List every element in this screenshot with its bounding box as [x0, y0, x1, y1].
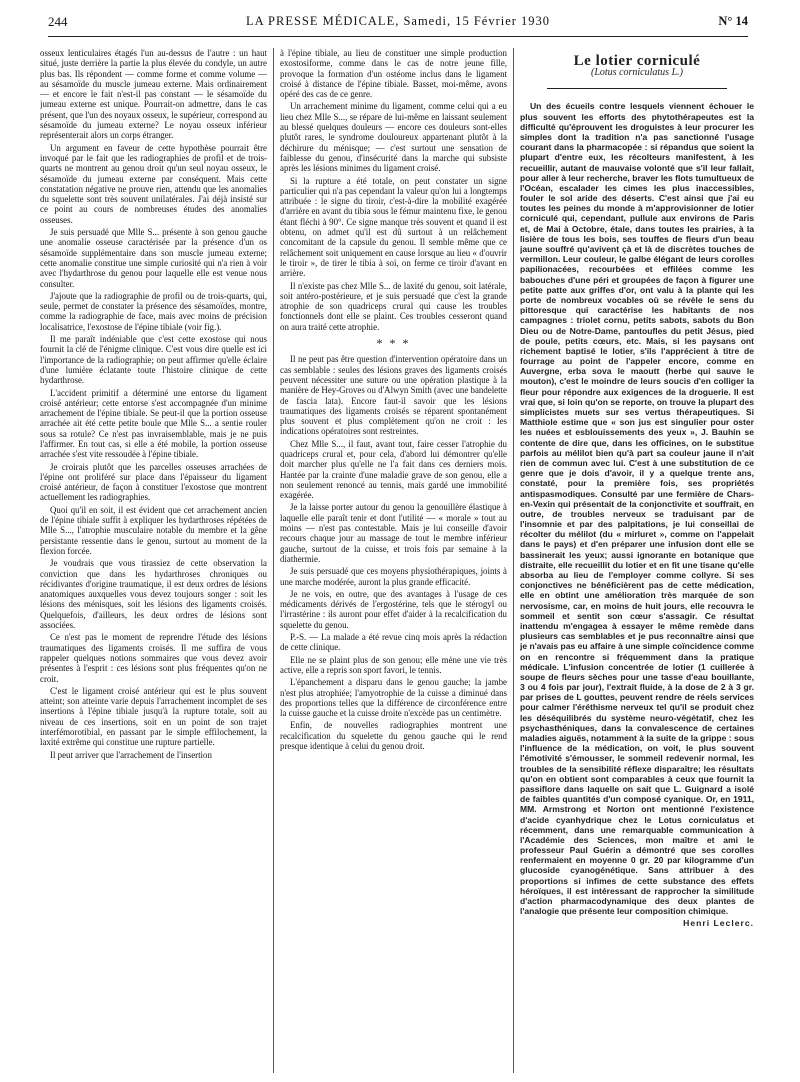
- paragraph: osseux lenticulaires étagés l'un au-dessus de l'autre : un haut situé, juste derrière la partie la plus élevée du condyle, un autre plus bas. Ils répondent — comme forme et comme volume — au sésamoïde du muscle jumeau externe. Mais ordinairement — et encore le fait n'est-il pas constant — le sésamoïde du jumeau externe est unique. Pourrait-on admettre, dans le cas présent, que l'un des noyaux osseux, le supérieur, correspond au sésamoïde du jumeau externe? Le noyau osseux inférieur représenterait alors un corps étranger.: [40, 48, 267, 141]
- paragraph: Quoi qu'il en soit, il est évident que cet arrachement ancien de l'épine tibiale suffit à expliquer les hydarthroses répétées de Mlle S..., l'atrophie musculaire notable du membre et la gêne persistante ressentie dans le genou, surtout au moment de la flexion forcée.: [40, 504, 267, 556]
- paragraph: Un arrachement minime du ligament, comme celui qui a eu lieu chez Mlle S..., se répare de lui-même en laissant seulement au blessé quelques douleurs — encore ces douleurs sont-elles plutôt rares, le syndrome douloureux appartenant plutôt à la déchirure du ménisque; — c'est surtout une sensation de faiblesse du genou, d'insécurité dans la marche qui subsiste après les lésions minimes du ligament croisé.: [280, 101, 507, 174]
- paragraph: Il me paraît indéniable que c'est cette exostose qui nous fournit la clé de l'énigme clinique. C'est vous dire quelle est ici l'importance de la radiographie; on peut affirmer qu'elle éclaire d'une lumière éclatante toute l'histoire clinique de cette hydarthrose.: [40, 334, 267, 386]
- paragraph: Ce n'est pas le moment de reprendre l'étude des lésions traumatiques des ligaments croisés. Il me suffira de vous rappeler quelques notions sommaires que vous devez avoir présentes à l'esprit : ces lésions sont plus fréquentes qu'on ne croit.: [40, 632, 267, 684]
- paragraph: L'accident primitif a déterminé une entorse du ligament croisé antérieur; cette entorse s'est accompagnée d'un minime arrachement de l'épine tibiale. Se peut-il que la portion osseuse arrachée ait été cette petite boule que Mlle S... a sentie rouler sous sa rotule? Ce n'est pas invraisemblable, mais je ne puis l'affirmer. En tout cas, si elle a été mobile, la portion osseuse arrachée s'est vite ressoudée à l'épine tibiale.: [40, 387, 267, 460]
- paragraph: Je croirais plutôt que les parcelles osseuses arrachées de l'épine ont proliféré sur place dans l'épaisseur du ligament croisé antérieur, de façon à constituer l'exostose que montrent actuellement les radiographies.: [40, 461, 267, 503]
- paragraph: Je suis persuadé que Mlle S... présente à son genou gauche une anomalie osseuse caractérisée par la présence d'un os sésamoïde supplémentaire dans son muscle jumeau externe; cette anomalie constitue une simple curiosité qui n'a rien à voir avec l'hydarthrose du genou pour laquelle elle est venue nous consulter.: [40, 227, 267, 289]
- column-divider: [513, 48, 514, 1073]
- column-right-feature: [520, 48, 754, 1078]
- feature-title: Le lotier corniculé: [573, 53, 701, 69]
- paragraph: Enfin, de nouvelles radiographies montrent une recalcification du squelette du genou gauche qui le rend presque identique à celui du genou droit.: [280, 720, 507, 751]
- paragraph: Il ne peut pas être question d'intervention opératoire dans un cas semblable : seules des lésions graves des ligaments croisés peuvent nécessiter une suture ou une opération plastique à la manière de Hey-Groves ou d'Alwyn Smith (avec une bandelette de fascia lata). Encore faut-il savoir que les lésions traumatiques des ligaments croisés se réparent spontanément plus souvent et plus complètement qu'on ne croit : les indications opératoires sont restreintes.: [280, 354, 507, 437]
- paragraph: P.-S. — La malade a été revue cinq mois après la rédaction de cette clinique.: [280, 632, 507, 653]
- paragraph: Je la laisse porter autour du genou la genouillère élastique à laquelle elle paraît tenir et dont l'utilité — « morale » tout au moins — n'est pas contestable. Mais je lui conseille d'avoir recours chaque jour au massage de tout le membre inférieur gauche, surtout de la cuisse, et trois fois par semaine à la diathermie.: [280, 502, 507, 564]
- paragraph: Elle ne se plaint plus de son genou; elle mène une vie très active, elle a repris son sport favori, le tennis.: [280, 654, 507, 675]
- column-divider: [273, 48, 274, 1073]
- section-separator: * * *: [376, 336, 411, 351]
- paragraph: Il n'existe pas chez Mlle S... de laxité du genou, soit latérale, soit antéro-postérieure, et je suis persuadé que c'est la grande atrophie de son quadriceps crural qui cause les troubles fonctionnels dont elle se plaint. Ces troubles cesseront quand on aura traité cette atrophie.: [280, 280, 507, 332]
- column-left: [40, 48, 267, 1078]
- feature-subtitle: (Lotus corniculatus L.): [591, 67, 683, 79]
- title-rule: [547, 88, 727, 89]
- paragraph: Un des écueils contre lesquels viennent échouer le plus souvent les efforts des phytothérapeutes est la difficulté qu'éprouvent les droguistes à leur procurer les simples dont la tradition n'a pas sanctionné l'usage courant dans la pharmacopée : si répandus que soient la plupart d'entre eux, les récolteurs manifestent, à les recueillir, autant de mauvaise volonté que s'il leur fallait, pour aller à leur recherche, braver les flots tumultueux de l'Océan, escalader les cimes les plus inaccessibles, fouler le sol aride des déserts. C'est ainsi que j'ai eu toutes les peines du monde à m'approvisionner de lotier corniculé qui, cependant, pullule aux environs de Paris et, de Mai à Octobre, étale, dans toutes les prairies, à la lisière de tous les bois, ses touffes de fleurs d'un beau jaune souffré qu'avivent çà et là de discrètes touches de vermillon. Leur couleur, le galbe élégant de leurs corolles papilionacées, recourbées et effilées comme les babouches d'une péri et groupées de façon à figurer une petite patte aux griffes d'or, ont valu à la plante qui les porte de nombreux vocables où se révèle le sens du pittoresque qui caractérise les habitants de nos campagnes : triolet cornu, petits sabots, sabots du Bon Dieu ou de Notre-Dame, pantoufles du petit Jésus, pied de poule, petits cœurs, etc. Mais, si les paysans ont richement baptisé le lotier, s'ils l'apprécient à titre de fourrage au point de l'appeler encore, comme en Auvergne, erba sova le maoutt (herbe qui sauve le mouton), c'est le moindre de leurs soucis d'en colliger la fleur pour répondre aux exigences de la droguerie. Il est vrai que, si loin qu'on se reporte, on trouve la plupart des simplicistes muets sur ses vertus thérapeutiques. Si Matthiole estime que « son jus est singulier pour oster les nuées et esblouissements des yeux », J. Bauhin se contente de dire que, dans les officines, on le substitue parfois au mélilot bien qu'à part sa couleur jaune il n'ait rien de commun avec lui. C'est à une substitution de ce genre que je dois d'avoir, il y a quelque trente ans, constaté, pour la première fois, ses propriétés antispasmodiques. Consulté par une fermière de Chars-en-Vexin qui présentait de la conjonctivite et souffrait, en outre, de troubles nerveux se traduisant par de l'insomnie et par des palpitations, je lui conseillai de récolter du mélilot (du « mirluret », comme on l'appelait dans le pays) et d'en préparer une infusion dont elle se bassinerait les yeux; aussi ignorante en botanique que distraite, elle recueillit du lotier et en fit une tisane qu'elle absorba au lieu de l'employer comme collyre. Si ses conjonctives ne bénéficièrent pas de cette médication, elle en obtint une amélioration très marquée de son nervosisme, car, en moins de huit jours, elle recouvra le sommeil et sentit son cœur s'assagir. Ce résultat inattendu m'engagea à essayer le même remède dans plusieurs cas semblables et je pus reconnaître ainsi que je n'avais pas eu affaire à une simple coïncidence comme on en rencontre si fréquemment dans la pratique médicale. L'infusion concentrée de lotier (1 cuillerée à soupe de fleurs sèches pour une tasse d'eau bouillante, 3 ou 4 fois par jour), l'extrait fluide, à la dose de 2 à 3 gr. par prises de L gouttes, peuvent rendre de réels services pour calmer l'éréthisme nerveux tel qu'il se produit chez les déséquilibrés du système neuro-végétatif, chez les psychasthéniques, dans la convalescence de certaines maladies aiguës, notamment à la suite de la grippe : sous l'influence de la médication, on voit, le plus souvent l'émotivité s'émousser, le sommeil redevenir normal, les troubles de la sensibilité réflexe disparaître; les résultats qu'on en obtient sont comparables à ceux que fournit la passiflore dans laquelle on sait que L. Guignard a isolé de faibles quantités d'un composé cyanique. Or, en 1911, MM. Armstrong et Norton ont mentionné l'existence d'acide cyanhydrique chez le Lotus corniculatus et récemment, dans une remarquable communication à l'Académie des Sciences, mon maître et ami le professeur Paul Guérin a démontré que ses corolles renfermaient en moyenne 0 gr. 20 par kilogramme d'un glucoside cyanogénétique. Sans attribuer à des proportions si infimes de cette substance des effets héroïques, il est intéressant de rapprocher la similitude d'action pharmacodynamique des deux plantes de l'analogie que présente leur composition chimique.: [520, 101, 754, 917]
- paragraph: à l'épine tibiale, au lieu de constituer une simple production exostosiforme, comme dans le cas de notre jeune fille, provoque la formation d'un ostéome inclus dans le ligament croisé à distance de l'épine tibiale. Basset, moi-même, avons opéré des cas de ce genre.: [280, 48, 507, 100]
- paragraph: Je ne vois, en outre, que des avantages à l'usage de ces médicaments dérivés de l'ergostérine, tels que le stérogyl ou l'irrastérine : ils auront pour effet d'aider à la recalcification du squelette du genou.: [280, 588, 507, 630]
- paragraph: Chez Mlle S..., il faut, avant tout, faire cesser l'atrophie du quadriceps crural et, pour cela, d'abord lui démontrer qu'elle doit marcher plus qu'elle ne l'a fait dans ces derniers mois. Hantée par la crainte d'une maladie grave de son genou, elle a non seulement renoncé au tennis, mais gardé une immobilité exagérée.: [280, 438, 507, 501]
- paragraph: L'épanchement a disparu dans le genou gauche; la jambe n'est plus atrophiée; l'amyotrophie de la cuisse a diminué dans des proportions telles que la différence de circonférence entre la cuisse gauche et la cuisse droite n'excède pas un centimètre.: [280, 677, 507, 719]
- page-number: 244: [48, 14, 68, 29]
- paragraph: C'est le ligament croisé antérieur qui est le plus souvent atteint; son atteinte varie depuis l'arrachement incomplet de ses insertions à l'épine tibiale jusqu'à la rupture totale, soit au niveau de ces insertions, soit en un point de son trajet interfémorotibial, en passant par le simple effilochement, la laxité extrême qui constitue une rupture partielle.: [40, 685, 267, 748]
- column-middle: [280, 48, 507, 1078]
- paragraph: Il peut arriver que l'arrachement de l'insertion: [50, 749, 212, 760]
- issue-number: N° 14: [718, 14, 748, 28]
- paragraph: J'ajoute que la radiographie de profil ou de trois-quarts, qui, seule, permet de constater la présence des sésamoïdes, montre, comme la radiographie de face, mais avec moins de précision localisatrice, l'exostose de l'épine tibiale (voir fig.).: [40, 290, 267, 332]
- page-header: [48, 10, 748, 37]
- paragraph: Un argument en faveur de cette hypothèse pourrait être invoqué par le fait que les radiographies de profil et de trois-quarts ne montrent au genou droit qu'un seul noyau osseux, le sésamoïde du jumeau externe par conséquent. Mais cette constatation négative ne prouve rien, attendu que les anomalies du squelette sont très souvent unilatérales. J'ai déjà insisté sur ce point au cours de nombreuses études des anomalies osseuses.: [40, 142, 267, 225]
- paragraph: Je suis persuadé que ces moyens physiothérapiques, joints à une marche modérée, auront la plus grande efficacité.: [280, 566, 507, 587]
- paragraph: Si la rupture a été totale, on peut constater un signe particulier qui n'a pas cependant la valeur qu'on lui a longtemps attribuée : le signe du tiroir, c'est-à-dire la mobilité exagérée d'arrière en avant du tibia sous le fémur maintenu fixe, le genou étant fléchi à 90°. Ce signe manque très souvent et quand il est obtenu, on admet qu'il est dû surtout à un relâchement concomitant de la capsule du genou. Il semble même que ce relâchement soit uniquement en cause lorsque au lieu « d'ouvrir le tiroir », de tirer le tibia à soi, on ferme ce tiroir d'avant en arrière.: [280, 175, 507, 279]
- paragraph: Je voudrais que vous tirassiez de cette observation la conviction que dans les hydarthroses chroniques ou récidivantes d'origine traumatique, il est deux ordres de lésions anatomiques auxquelles vous devez toujours songer : soit les lésions des ménisques, soit les lésions des ligaments croisés. Quelquefois, d'ailleurs, les deux ordres de lésions sont associées.: [40, 558, 267, 631]
- journal-title: LA PRESSE MÉDICALE, Samedi, 15 Février 1930: [245, 14, 551, 28]
- author-signature: Henri Leclerc.: [683, 918, 754, 929]
